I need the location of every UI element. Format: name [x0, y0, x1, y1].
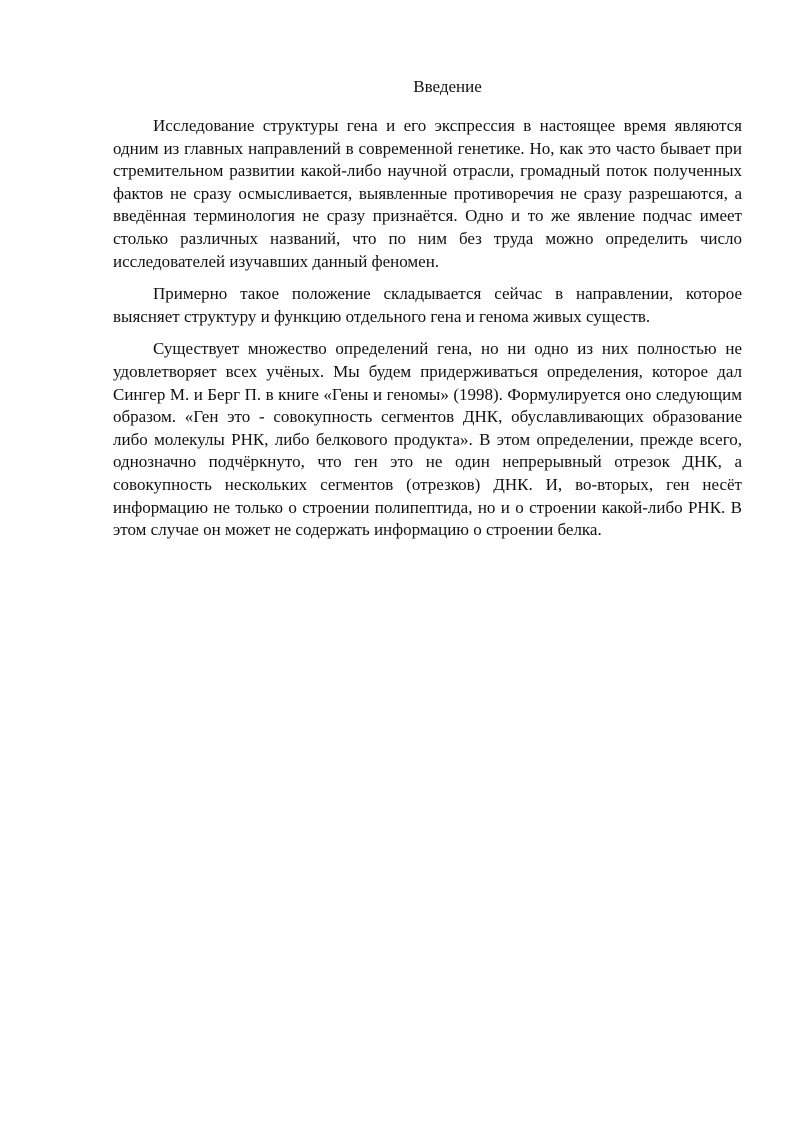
paragraph-3: Существует множество определений гена, но ни одно из них полностью не удовлетворяет всех учёных. Мы будем придерживаться определения, которое дал Сингер М. и Берг П. в книге «Гены и геномы» (1998). Формулируется оно следующим образом. «Ген это - совокупность сегментов ДНК, обуславливающих образование либо молекулы РНК, либо белкового продукта». В этом определении, прежде всего, однозначно подчёркнуто, что ген это не один непрерывный отрезок ДНК, а совокупность нескольких сегментов (отрезков) ДНК. И, во-вторых, ген несёт информацию не только о строении полипептида, но и о строении какой-либо РНК. В этом случае он может не содержать информацию о строении белка. [113, 339, 742, 540]
paragraph-2: Примерно такое положение складывается сейчас в направлении, которое выясняет структуру и функцию отдельного гена и генома живых существ. [113, 284, 742, 326]
document-body [113, 76, 742, 552]
page-title: Введение [413, 77, 482, 96]
paragraph-1: Исследование структуры гена и его экспрессия в настоящее время являются одним из главных направлений в современной генетике. Но, как это часто бывает при стремительном развитии какой-либо научной отрасли, громадный поток полученных фактов не сразу осмысливается, выявленные противоречия не сразу разрешаются, а введённая терминология не сразу признаётся. Одно и то же явление подчас имеет столько различных названий, что по ним без труда можно определить число исследователей изучавших данный феномен. [113, 116, 742, 271]
